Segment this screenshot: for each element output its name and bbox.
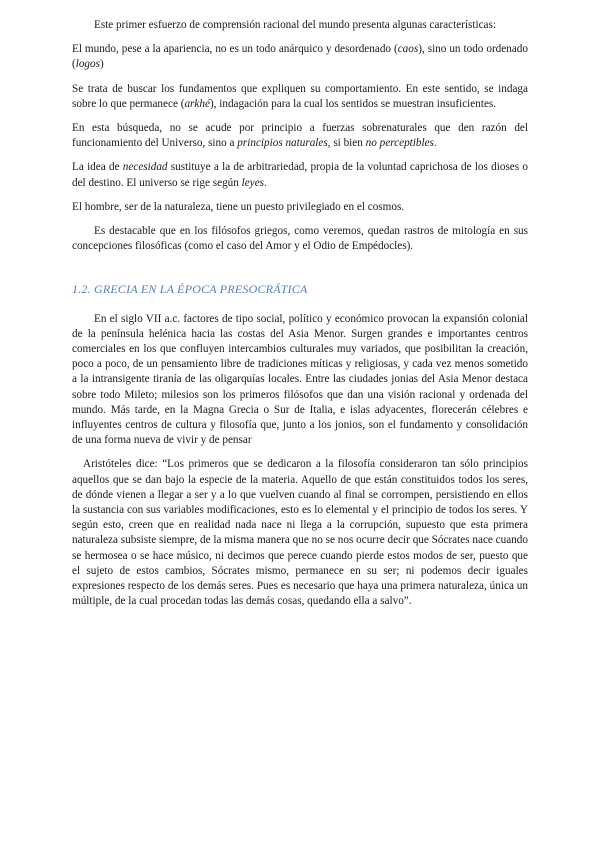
term-logos: logos — [75, 58, 100, 71]
characteristic-man-paragraph: El hombre, ser de la naturaleza, tiene un puesto privilegiado en el cosmos. — [72, 200, 405, 213]
text-fragment: En esta búsqueda, no se acude por principio a fuerzas sobrenaturales que den razón del funcionamiento del Universo, sino a — [72, 122, 528, 150]
term-arkhe: arkhé — [184, 97, 210, 110]
section-paragraph-history: En el siglo VII a.c. factores de tipo social, político y económico provocan la expansión colonial de la península helénica hacia las costas del Asia Menor. Surgen grandes e importantes centros comerciales en los que confluyen intercambios culturales muy variados, que posibilitan la creación, poco a poco, de un pensamiento libre de tradiciones míticas y religiosas, y cada vez menos sometido a la intransigente tiranía de las oligarquías locales. Entre las ciudades jonias del Asia Menor destaca sobre todo Mileto; milesios son los primeros filósofos que dan una visión racional y ordenada del mundo. Más tarde, en la Magna Grecia o Sur de Italia, e islas adyacentes, florecerán célebres e influyentes centros de cultura y filosofía que, junto a los jonios, son el fundamento y consolidación de una forma nueva de vivir y de pensar — [72, 312, 528, 447]
text-fragment: . — [264, 176, 267, 189]
intro-paragraph: Este primer esfuerzo de comprensión racional del mundo presenta algunas características: — [94, 19, 496, 31]
characteristic-order-paragraph — [72, 42, 528, 72]
characteristic-necessity-paragraph — [72, 160, 528, 190]
text-fragment: , si bien — [327, 137, 366, 150]
text-fragment: sustituye a la de arbitrariedad, propia de la voluntad caprichosa de los dioses o del destino. El universo se rige según — [72, 161, 528, 189]
text-fragment: . — [433, 137, 437, 150]
section-heading: 1.2. GRECIA EN LA ÉPOCA PRESOCRÁTICA — [72, 282, 308, 297]
text-fragment: ), indagación para la cual los sentidos se muestran insuficientes. — [209, 97, 497, 110]
term-necesidad: necesidad — [122, 161, 168, 174]
characteristic-foundations-paragraph — [72, 82, 528, 112]
characteristic-natural-principles-paragraph — [72, 121, 528, 151]
document-page — [72, 18, 528, 619]
term-caos: caos — [397, 43, 419, 56]
term-no-perceptibles: no perceptibles — [365, 137, 434, 150]
text-fragment: El mundo, pese a la apariencia, no es un todo anárquico y desordenado ( — [72, 43, 398, 56]
term-leyes: leyes — [241, 176, 265, 189]
mythology-paragraph: Es destacable que en los filósofos griegos, como veremos, quedan rastros de mitología en sus concepciones filosóficas (como el caso del Amor y el Odio de Empédocles). — [72, 225, 528, 253]
text-fragment: Se trata de buscar los fundamentos que expliquen su comportamiento. En este sentido, se indaga sobre lo que permanece ( — [72, 82, 528, 110]
text-fragment: ) — [99, 58, 104, 71]
term-principios-naturales: principios naturales — [237, 137, 328, 150]
section-paragraph-aristotle-quote: Aristóteles dice: “Los primeros que se dedicaron a la filosofía consideraron tan sólo principios aquellos que se dan bajo la especie de la materia. Aquello de que están constituidos todos los seres, de dónde vienen a llegar a ser y a lo que vuelven cuando al final se corrompen, persistiendo en ellos la sustancia con sus variables modificaciones, esto es lo elemental y el principio de todos los seres. Y según esto, creen que en realidad nada nace ni llega a la corrupción, supuesto que esta primera naturaleza subsiste siempre, de la misma manera que no se nos ocurre decir que Sócrates nace cuando se hermosea o se hace músico, ni decimos que perece cuando pierde estos modos de ser, puesto que el sujeto de estos cambios, Sócrates mismo, permanece en su ser; ni podemos decir iguales expresiones respecto de los demás seres. Pues es necesario que haya una primera naturaleza, única un múltiple, de la cual procedan todas las demás cosas, quedando ella a salvo”. — [72, 458, 528, 608]
text-fragment: ), sino un todo ordenado ( — [72, 43, 528, 71]
text-fragment: La idea de — [72, 161, 123, 174]
